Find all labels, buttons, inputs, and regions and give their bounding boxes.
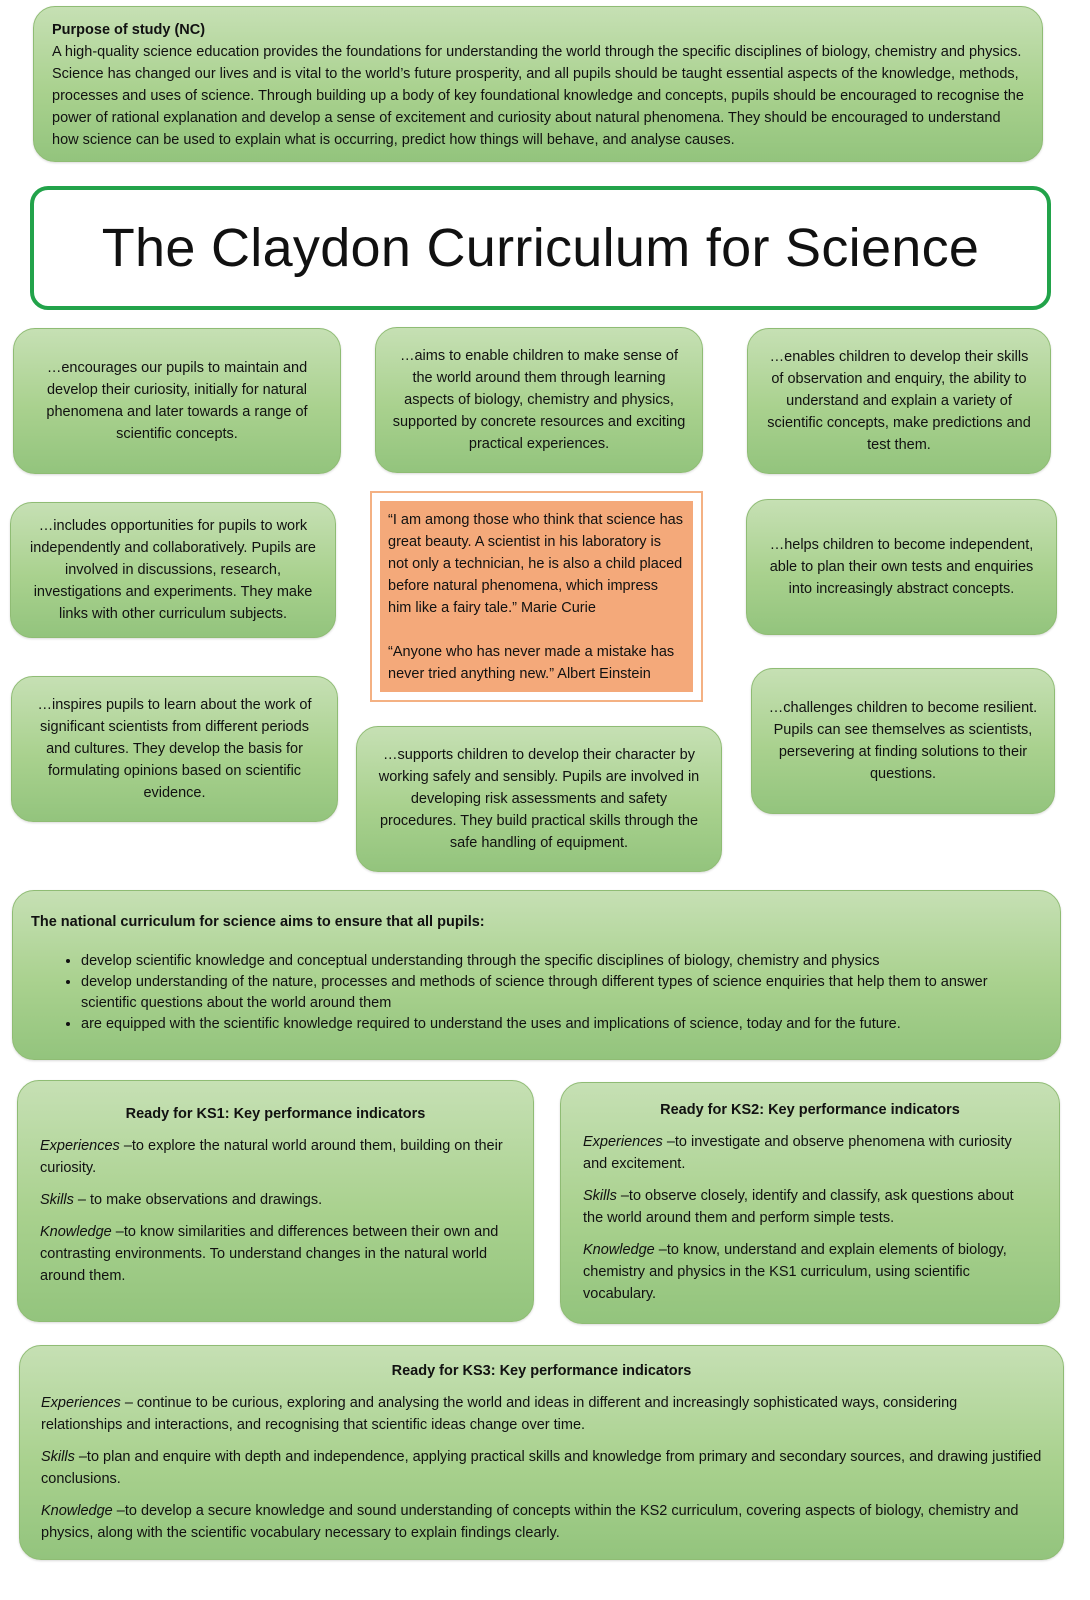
- knowledge-label: Knowledge: [583, 1242, 655, 1258]
- ks1-knowledge: [40, 1221, 511, 1287]
- knowledge-text: –to know similarities and differences between their own and contrasting environments. To understand changes in the natural world around them.: [40, 1224, 499, 1284]
- experiences-text: – continue to be curious, exploring and analysing the world and ideas in different and increasingly sophisticated ways, considering relationships and interactions, and recognising that scientific ideas change over time.: [41, 1395, 958, 1433]
- ks3-knowledge: [41, 1500, 1042, 1544]
- ks2-indicators: [560, 1082, 1060, 1324]
- ks1-heading: Ready for KS1: Key performance indicators: [125, 1106, 426, 1122]
- statement-opportunities: [10, 502, 336, 638]
- aims-item: • are equipped with the scientific knowledge required to understand the uses and implications of science, today and for the future.: [81, 1014, 1042, 1035]
- experiences-text: –to explore the natural world around them, building on their curiosity.: [40, 1138, 503, 1176]
- aims-item: • develop understanding of the nature, processes and methods of science through different types of science enquiries that help them to answer scientific questions about the world around them: [81, 972, 1042, 1014]
- knowledge-text: –to know, understand and explain elements of biology, chemistry and physics in the KS1 curriculum, using scientific vocabulary.: [583, 1242, 1007, 1302]
- statement-text: …aims to enable children to make sense of the world around them through learning aspects of biology, chemistry and physics, supported by concrete resources and exciting practical experiences.: [392, 348, 686, 452]
- statement-curiosity: [13, 328, 341, 474]
- statement-text: …challenges children to become resilient. Pupils can see themselves as scientists, persevering at finding solutions to their questions.: [768, 700, 1038, 782]
- purpose-text: A high-quality science education provides the foundations for understanding the world through the specific disciplines of biology, chemistry and physics. Science has changed our lives and is vital to the world’s future prosperity, and all pupils should be taught essential aspects of the knowledge, methods, processes and uses of science. Through building up a body of key foundational knowledge and concepts, pupils should be encouraged to recognise the power of rational explanation and develop a sense of excitement and curiosity about natural phenomena. They should be encouraged to understand how science can be used to explain what is occurring, predict how things will behave, and analyse causes.: [52, 44, 1024, 148]
- ks3-experiences: [41, 1392, 1042, 1436]
- statement-make-sense: [375, 327, 703, 473]
- skills-text: –to plan and enquire with depth and independence, applying practical skills and knowledge from primary and secondary sources, and drawing justified conclusions.: [41, 1449, 1042, 1487]
- skills-label: Skills: [41, 1449, 75, 1465]
- quote-inner: [380, 501, 693, 692]
- purpose-heading: Purpose of study (NC): [52, 22, 206, 38]
- ks2-heading: Ready for KS2: Key performance indicators: [660, 1102, 960, 1118]
- ks3-indicators: [19, 1345, 1064, 1560]
- statement-text: …includes opportunities for pupils to work independently and collaboratively. Pupils are involved in discussions, research, investigations and experiments. They make links with other curriculum subjects.: [30, 518, 316, 622]
- statement-text: …encourages our pupils to maintain and develop their curiosity, initially for natural phenomena and later towards a range of scientific concepts.: [46, 360, 308, 442]
- skills-label: Skills: [40, 1192, 74, 1208]
- national-curriculum-aims: [12, 890, 1061, 1060]
- quote-box: [370, 491, 703, 702]
- skills-text: –to observe closely, identify and classify, ask questions about the world around them and perform simple tests.: [583, 1188, 1014, 1226]
- aims-item: • develop scientific knowledge and conceptual understanding through the specific disciplines of biology, chemistry and physics: [81, 951, 1042, 972]
- statement-text: …supports children to develop their character by working safely and sensibly. Pupils are involved in developing risk assessments and safety procedures. They build practical skills through the safe handling of equipment.: [378, 747, 700, 851]
- statement-text: …inspires pupils to learn about the work of significant scientists from different periods and cultures. They develop the basis for formulating opinions based on scientific evidence.: [37, 697, 312, 801]
- quote-albert-einstein: “Anyone who has never made a mistake has never tried anything new.” Albert Einstein: [388, 644, 675, 682]
- statement-text: …enables children to develop their skills of observation and enquiry, the ability to understand and explain a variety of scientific concepts, make predictions and test them.: [767, 349, 1031, 453]
- statement-observation: [747, 328, 1051, 474]
- purpose-of-study-box: [33, 6, 1043, 162]
- statement-resilient: [751, 668, 1055, 814]
- knowledge-label: Knowledge: [41, 1503, 113, 1519]
- experiences-text: –to investigate and observe phenomena with curiosity and excitement.: [583, 1134, 1012, 1172]
- ks1-skills: [40, 1189, 511, 1211]
- ks3-skills: [41, 1446, 1042, 1490]
- experiences-label: Experiences: [583, 1134, 663, 1150]
- experiences-label: Experiences: [40, 1138, 120, 1154]
- statement-character: [356, 726, 722, 872]
- ks1-indicators: [17, 1080, 534, 1322]
- ks2-experiences: [583, 1131, 1037, 1175]
- knowledge-label: Knowledge: [40, 1224, 112, 1240]
- skills-text: – to make observations and drawings.: [73, 1192, 323, 1208]
- skills-label: Skills: [583, 1188, 617, 1204]
- statement-independent: [746, 499, 1057, 635]
- ks2-skills: [583, 1185, 1037, 1229]
- statement-scientists: [11, 676, 338, 822]
- knowledge-text: –to develop a secure knowledge and sound understanding of concepts within the KS2 curriculum, covering aspects of biology, chemistry and physics, along with the scientific vocabulary necessary to explain findings clearly.: [41, 1503, 1019, 1541]
- ks2-knowledge: [583, 1239, 1037, 1305]
- aims-list: [31, 951, 1042, 1035]
- title-banner: [30, 186, 1051, 310]
- page-title: The Claydon Curriculum for Science: [101, 218, 980, 278]
- ks3-heading: Ready for KS3: Key performance indicators: [391, 1363, 692, 1379]
- quote-marie-curie: “I am among those who think that science has great beauty. A scientist in his laboratory is not only a technician, he is also a child placed before natural phenomena, which impress him like a fairy tale.” Marie Curie: [388, 512, 683, 616]
- statement-text: …helps children to become independent, able to plan their own tests and enquiries into increasingly abstract concepts.: [769, 537, 1034, 597]
- ks1-experiences: [40, 1135, 511, 1179]
- experiences-label: Experiences: [41, 1395, 121, 1411]
- aims-heading: The national curriculum for science aims to ensure that all pupils:: [31, 914, 485, 930]
